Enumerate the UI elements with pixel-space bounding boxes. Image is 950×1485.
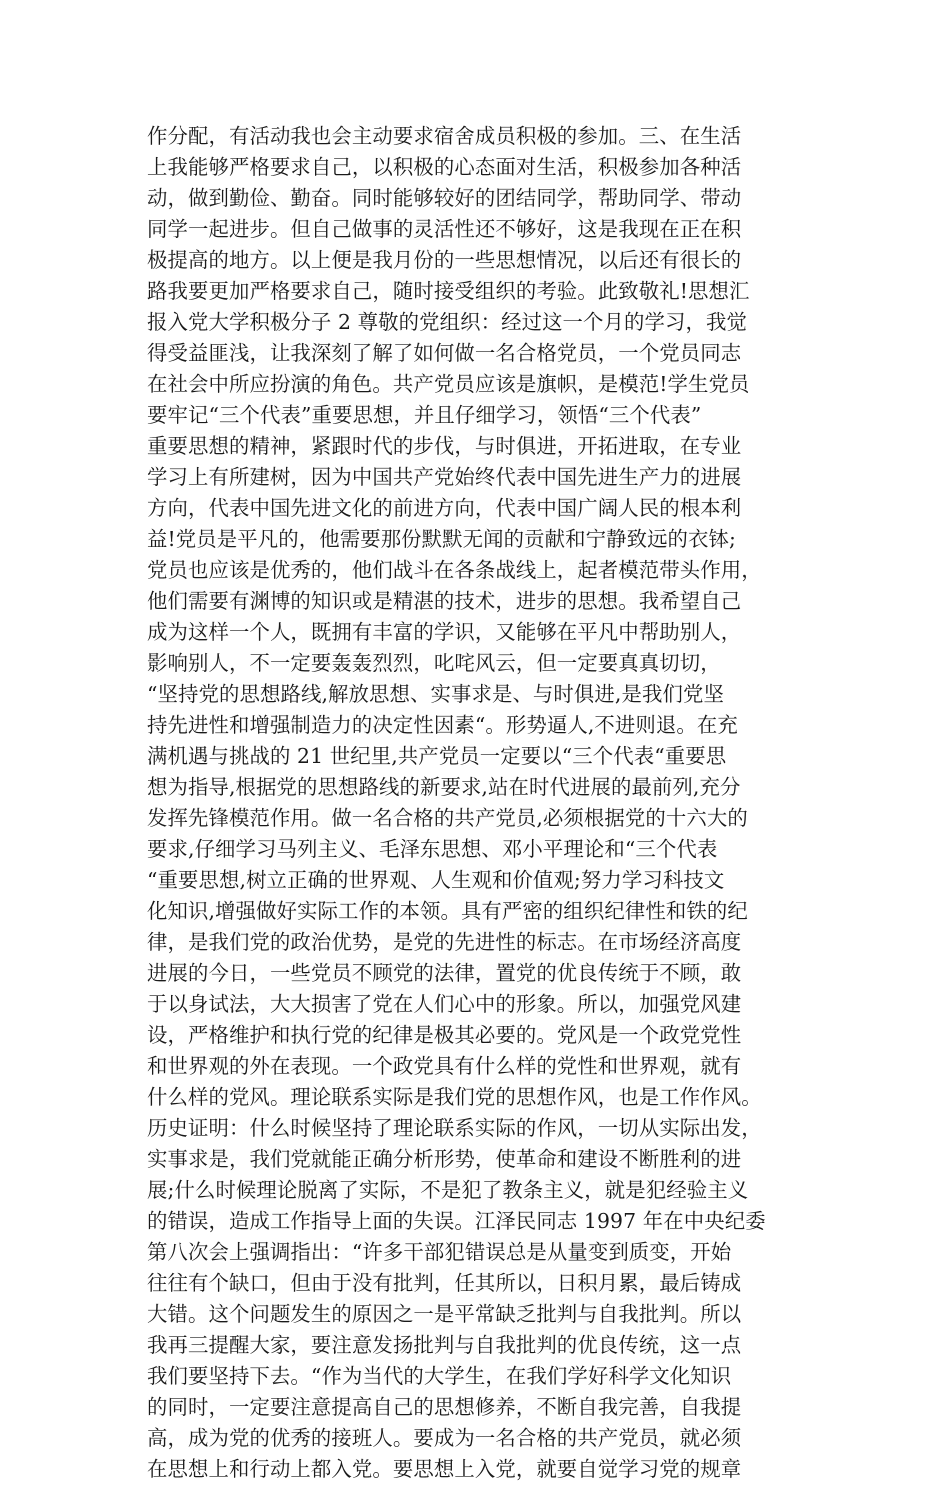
text-line: 持先进性和增强制造力的决定性因素“。形势逼人,不进则退。在充 [147, 713, 738, 737]
text-line: 党员也应该是优秀的，他们战斗在各条战线上，起者模范带头作用， [147, 558, 762, 582]
text-line: 重要思想的精神，紧跟时代的步伐，与时俱进，开拓进取，在专业 [147, 434, 742, 458]
text-line: 历史证明：什么时候坚持了理论联系实际的作风，一切从实际出发， [147, 1116, 762, 1140]
text-line: 他们需要有渊博的知识或是精湛的技术，进步的思想。我希望自己 [147, 589, 742, 613]
text-line: 作分配，有活动我也会主动要求宿舍成员积极的参加。三、在生活 [147, 124, 742, 148]
text-line: 实事求是，我们党就能正确分析形势，使革命和建设不断胜利的进 [147, 1147, 742, 1171]
text-line: 我再三提醒大家，要注意发扬批判与自我批判的优良传统，这一点 [147, 1333, 742, 1357]
text-line: 在社会中所应扮演的角色。共产党员应该是旗帜，是模范!学生党员 [147, 372, 750, 396]
text-line: 极提高的地方。以上便是我月份的一些思想情况，以后还有很长的 [147, 248, 742, 272]
text-line: 方向，代表中国先进文化的前进方向，代表中国广阔人民的根本利 [147, 496, 742, 520]
text-line: “重要思想,树立正确的世界观、人生观和价值观;努力学习科技文 [147, 868, 725, 892]
text-line: 设，严格维护和执行党的纪律是极其必要的。党风是一个政党党性 [147, 1023, 742, 1047]
text-line: 的同时，一定要注意提高自己的思想修养，不断自我完善，自我提 [147, 1395, 742, 1419]
document-body-text [147, 121, 827, 1485]
text-line: 得受益匪浅，让我深刻了解了如何做一名合格党员，一个党员同志 [147, 341, 742, 365]
text-line: 展;什么时候理论脱离了实际，不是犯了教条主义，就是犯经验主义 [147, 1178, 749, 1202]
text-line: 往往有个缺口，但由于没有批判，任其所以，日积月累，最后铸成 [147, 1271, 742, 1295]
text-line: 的错误，造成工作指导上面的失误。江泽民同志 1997 年在中央纪委 [147, 1209, 766, 1233]
text-line: 要求,仔细学习马列主义、毛泽东思想、邓小平理论和“三个代表 [147, 837, 718, 861]
text-line: 和世界观的外在表现。一个政党具有什么样的党性和世界观，就有 [147, 1054, 742, 1078]
text-line: 什么样的党风。理论联系实际是我们党的思想作风，也是工作作风。 [147, 1085, 762, 1109]
text-line: 在思想上和行动上都入党。要思想上入党，就要自觉学习党的规章 [147, 1457, 742, 1481]
text-line: “坚持党的思想路线,解放思想、实事求是、与时俱进,是我们党坚 [147, 682, 724, 706]
text-line: 想为指导,根据党的思想路线的新要求,站在时代进展的最前列,充分 [147, 775, 741, 799]
text-line: 学习上有所建树，因为中国共产党始终代表中国先进生产力的进展 [147, 465, 742, 489]
text-line: 我们要坚持下去。“作为当代的大学生，在我们学好科学文化知识 [147, 1364, 732, 1388]
text-line: 动，做到勤俭、勤奋。同时能够较好的团结同学，帮助同学、带动 [147, 186, 742, 210]
text-line: 成为这样一个人，既拥有丰富的学识，又能够在平凡中帮助别人， [147, 620, 742, 644]
text-line: 进展的今日，一些党员不顾党的法律，置党的优良传统于不顾，敢 [147, 961, 742, 985]
text-line: 报入党大学积极分子 2 尊敬的党组织：经过这一个月的学习，我觉 [147, 310, 747, 334]
text-line: 上我能够严格要求自己，以积极的心态面对生活，积极参加各种活 [147, 155, 742, 179]
text-line: 益!党员是平凡的，他需要那份默默无闻的贡献和宁静致远的衣钵; [147, 527, 736, 551]
text-line: 要牢记“三个代表”重要思想，并且仔细学习，领悟“三个代表” [147, 403, 702, 427]
text-line: 大错。这个问题发生的原因之一是平常缺乏批判与自我批判。所以 [147, 1302, 742, 1326]
text-line: 同学一起进步。但自己做事的灵活性还不够好，这是我现在正在积 [147, 217, 742, 241]
text-line: 影响别人，不一定要轰轰烈烈，叱咤风云，但一定要真真切切， [147, 651, 721, 675]
text-line: 于以身试法，大大损害了党在人们心中的形象。所以，加强党风建 [147, 992, 742, 1016]
text-line: 第八次会上强调指出：“许多干部犯错误总是从量变到质变，开始 [147, 1240, 732, 1264]
text-line: 化知识,增强做好实际工作的本领。具有严密的组织纪律性和铁的纪 [147, 899, 748, 923]
text-line: 满机遇与挑战的 21 世纪里,共产党员一定要以“三个代表“重要思 [147, 744, 727, 768]
text-line: 路我要更加严格要求自己，随时接受组织的考验。此致敬礼!思想汇 [147, 279, 750, 303]
text-line: 律，是我们党的政治优势，是党的先进性的标志。在市场经济高度 [147, 930, 742, 954]
text-line: 发挥先锋模范作用。做一名合格的共产党员,必须根据党的十六大的 [147, 806, 748, 830]
text-line: 高，成为党的优秀的接班人。要成为一名合格的共产党员，就必须 [147, 1426, 742, 1450]
